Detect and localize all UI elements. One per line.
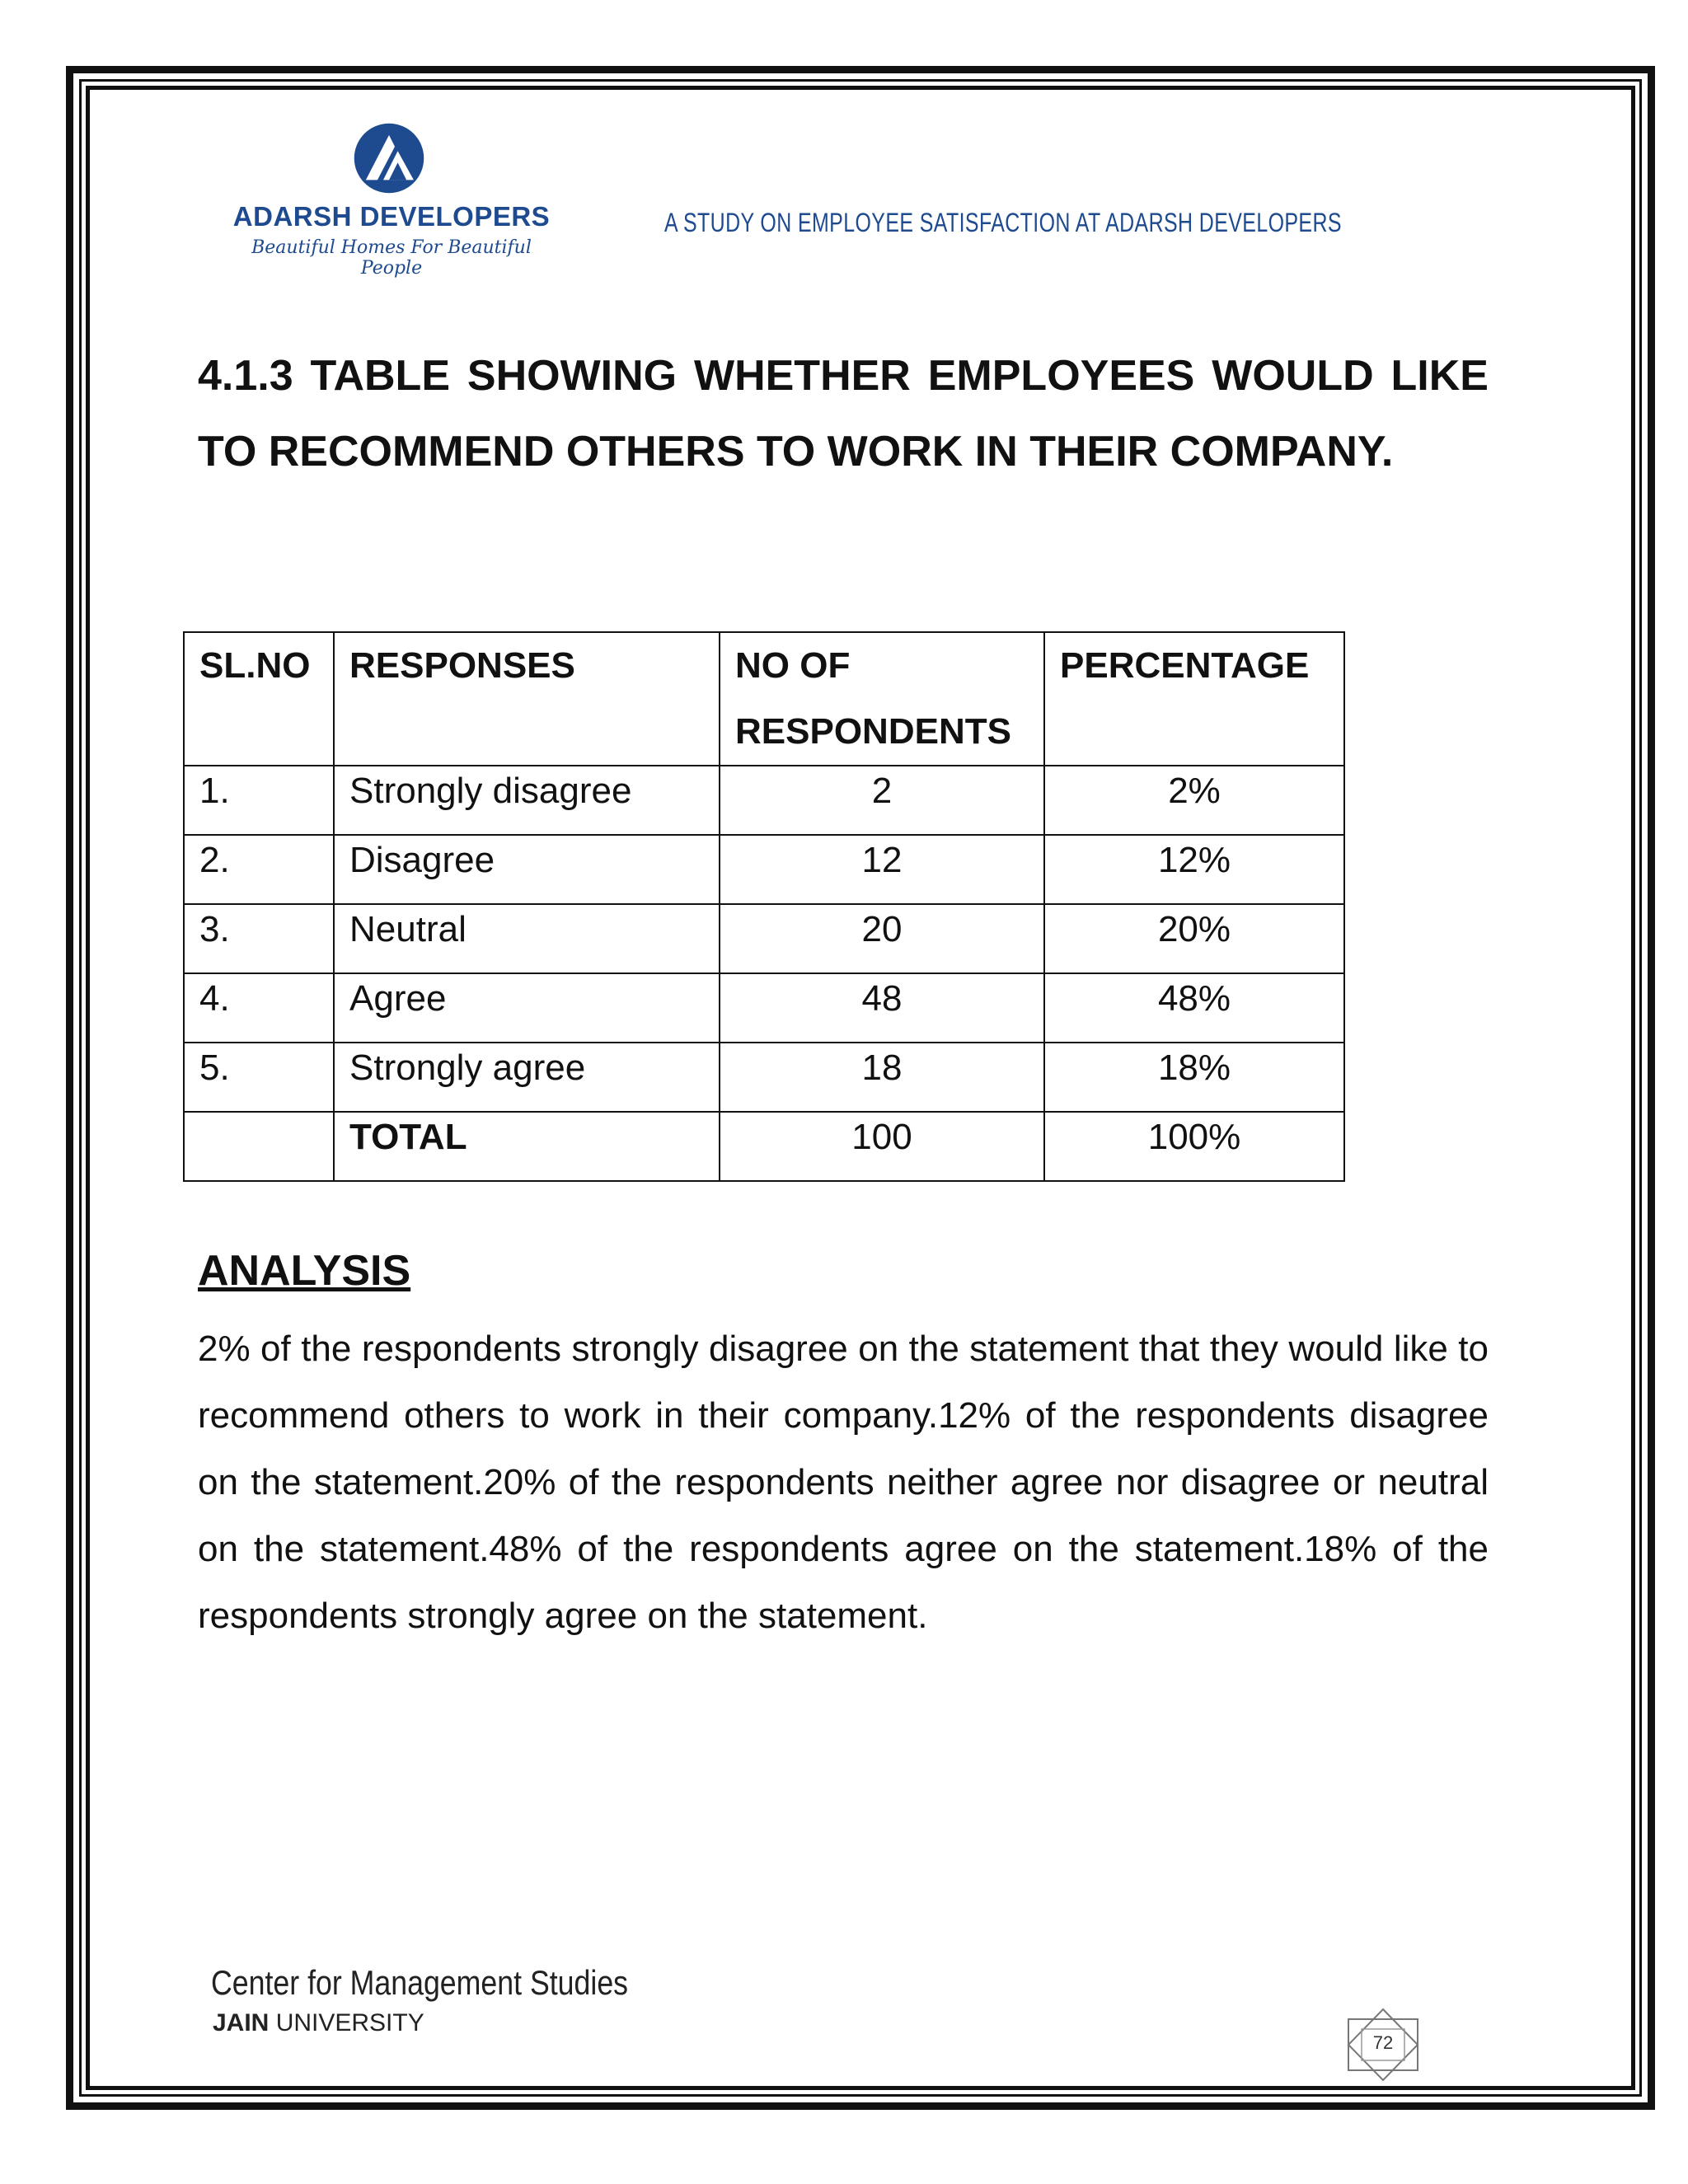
cell-sl-no-empty (184, 1112, 334, 1181)
respondents-table (183, 631, 1345, 1182)
study-title: A STUDY ON EMPLOYEE SATISFACTION AT ADARSH DEVELOPERS (664, 208, 1342, 237)
table-row (184, 1043, 1344, 1112)
cell-percent: 20% (1044, 904, 1344, 973)
page-number: 72 (1372, 2032, 1394, 2053)
logo-tagline: Beautiful Homes For Beautiful People (251, 237, 532, 279)
header-sl-no: SL.NO (184, 632, 334, 766)
cell-sl-no: 3. (184, 904, 334, 973)
cell-count: 20 (720, 904, 1044, 973)
cell-sl-no: 1. (184, 766, 334, 835)
table-header-row (184, 632, 1344, 766)
header-no-of-respondents: NO OF RESPONDENTS (720, 632, 1044, 766)
logo-name: ADARSH DEVELOPERS (232, 201, 551, 232)
cell-response: Strongly agree (334, 1043, 720, 1112)
cell-response: Strongly disagree (334, 766, 720, 835)
cell-count: 48 (720, 973, 1044, 1043)
section-heading: 4.1.3 TABLE SHOWING WHETHER EMPLOYEES WOULD LIKE TO RECOMMEND OTHERS TO WORK IN THEIR COMPANY. (198, 352, 1489, 476)
table-row (184, 904, 1344, 973)
table-row (184, 835, 1344, 904)
cell-total-percent: 100% (1044, 1112, 1344, 1181)
cell-sl-no: 5. (184, 1043, 334, 1112)
cell-percent: 48% (1044, 973, 1344, 1043)
cell-sl-no: 4. (184, 973, 334, 1043)
cell-response: Neutral (334, 904, 720, 973)
cell-count: 2 (720, 766, 1044, 835)
footer-university-bold: JAIN (213, 2009, 270, 2036)
adarsh-logo-icon (353, 122, 425, 194)
analysis-body: 2% of the respondents strongly disagree on the statement that they would like to recommend others to work in their company.12% of the respondents disagree on the statement.20% of the respondents neither agree nor disagree or neutral on the statement.48% of the respondents agree on the statement.18% of the respondents strongly agree on the statement. (198, 1329, 1489, 1636)
cell-total-label: TOTAL (334, 1112, 720, 1181)
table-total-row (184, 1112, 1344, 1181)
analysis-heading: ANALYSIS (198, 1247, 411, 1295)
cell-total-count: 100 (720, 1112, 1044, 1181)
cell-percent: 12% (1044, 835, 1344, 904)
cell-sl-no: 2. (184, 835, 334, 904)
footer-university-rest: UNIVERSITY (269, 2009, 424, 2036)
cell-percent: 18% (1044, 1043, 1344, 1112)
cell-count: 18 (720, 1043, 1044, 1112)
table-row (184, 766, 1344, 835)
footer-university (213, 2009, 424, 2037)
header-percentage: PERCENTAGE (1044, 632, 1344, 766)
table-row (184, 973, 1344, 1043)
cell-percent: 2% (1044, 766, 1344, 835)
header-responses: RESPONSES (334, 632, 720, 766)
footer-center-name: Center for Management Studies (211, 1963, 629, 2002)
cell-response: Disagree (334, 835, 720, 904)
cell-response: Agree (334, 973, 720, 1043)
cell-count: 12 (720, 835, 1044, 904)
